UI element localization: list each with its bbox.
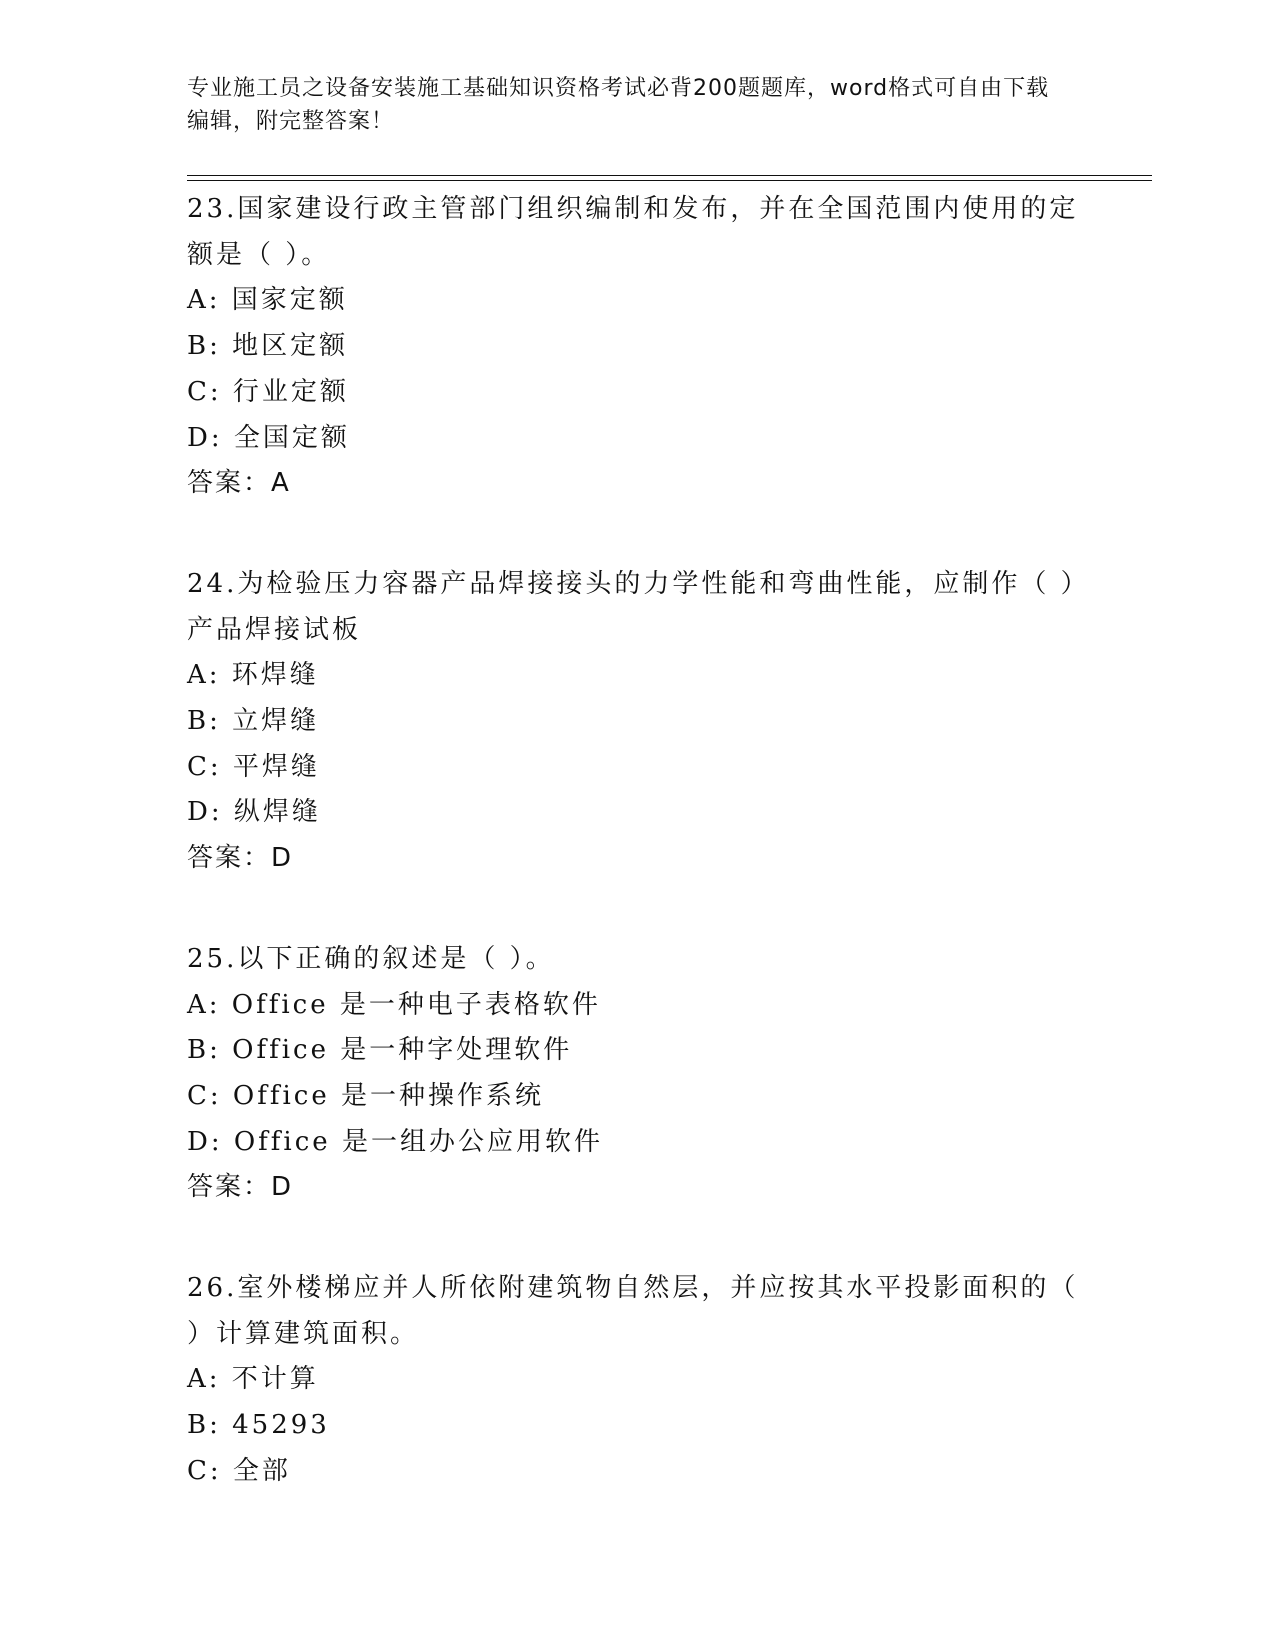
answer: 答案：D: [187, 1172, 294, 1203]
header-divider-bottom: [187, 180, 1152, 181]
option-b: B: Office 是一种字处理软件: [187, 1035, 573, 1066]
document-title: 专业施工员之设备安装施工基础知识资格考试必背200题题库，word格式可自由下载编辑，附完整答案！: [187, 76, 1050, 134]
option-b: B: 立焊缝: [187, 706, 320, 737]
question-stem: 25.以下正确的叙述是（ ）。: [187, 943, 555, 974]
option-d: D: 纵焊缝: [187, 797, 321, 828]
option-d: D: Office 是一组办公应用软件: [187, 1126, 603, 1157]
option-d: D: 全国定额: [187, 422, 350, 453]
answer: 答案：D: [187, 843, 294, 874]
option-c: C: 平焊缝: [187, 751, 320, 782]
question-stem: 23.国家建设行政主管部门组织编制和发布，并在全国范围内使用的定额是（ ）。: [187, 194, 1079, 270]
question-stem: 24.为检验压力容器产品焊接接头的力学性能和弯曲性能，应制作（ ）产品焊接试板: [187, 568, 1077, 645]
option-c: C: 全部: [187, 1455, 291, 1486]
question-list: [187, 187, 1087, 1550]
option-b: B: 地区定额: [187, 331, 349, 362]
option-b: B: 45293: [187, 1410, 330, 1441]
question-24: [187, 562, 1087, 882]
option-a: A: 国家定额: [187, 285, 348, 316]
option-a: A: 环焊缝: [187, 660, 319, 691]
question-25: [187, 937, 1087, 1211]
question-stem: 26.室外楼梯应并人所依附建筑物自然层，并应按其水平投影面积的（ ）计算建筑面积。: [187, 1273, 1079, 1349]
option-a: A: Office 是一种电子表格软件: [187, 989, 601, 1020]
question-23: [187, 187, 1087, 507]
option-c: C: 行业定额: [187, 376, 349, 407]
question-26: [187, 1266, 1087, 1495]
header-divider-top: [187, 175, 1152, 176]
option-c: C: Office 是一种操作系统: [187, 1080, 545, 1111]
option-a: A: 不计算: [187, 1364, 319, 1395]
answer: 答案：A: [187, 468, 291, 499]
